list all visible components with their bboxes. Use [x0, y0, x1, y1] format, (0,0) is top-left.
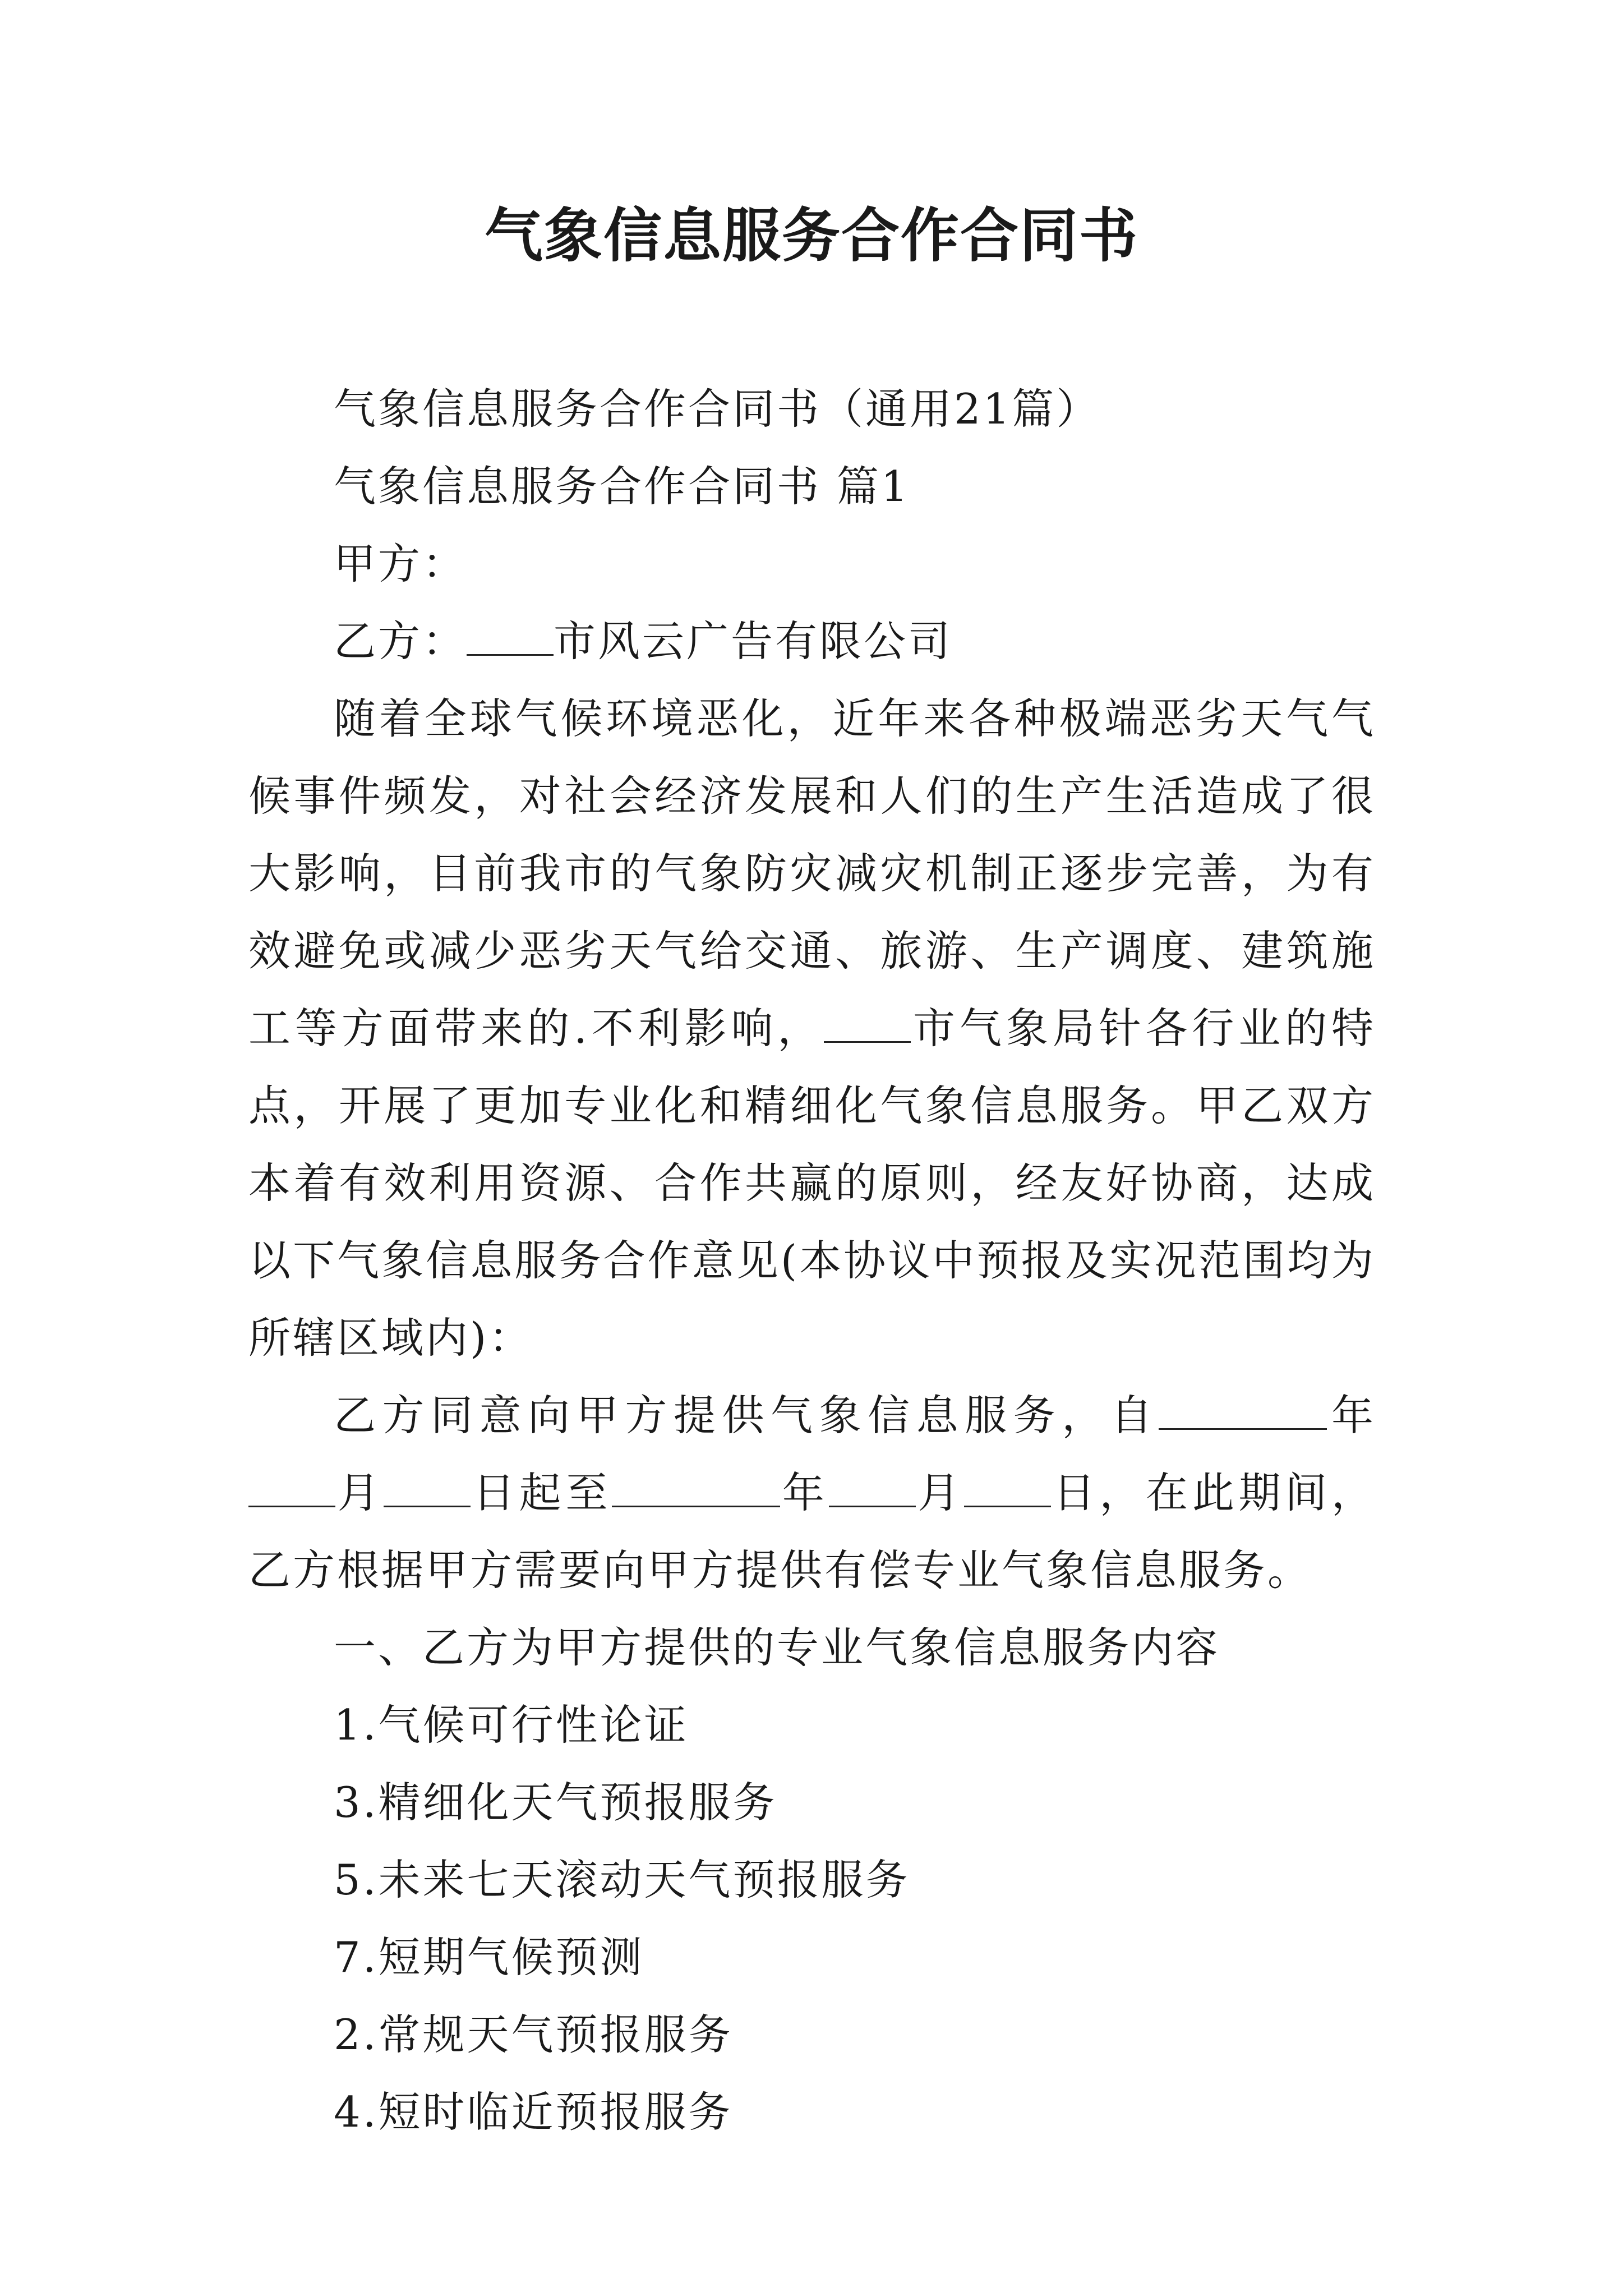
- list-item: 7.短期气候预测: [334, 1932, 644, 1982]
- period-text-year-2: 年: [780, 1468, 829, 1517]
- fill-in-blank: [964, 1468, 1051, 1508]
- list-item: 5.未来七天滚动天气预报服务: [334, 1855, 910, 1904]
- period-text-month-2: 月: [915, 1468, 965, 1517]
- list-item: 3.精细化天气预报服务: [334, 1778, 777, 1827]
- list-item: 2.常规天气预报服务: [334, 2010, 733, 2059]
- party-b-company: 市风云广告有限公司: [554, 616, 953, 666]
- party-b-label: 乙方：: [334, 616, 467, 666]
- fill-in-blank: [1159, 1391, 1327, 1430]
- list-item: 4.短时临近预报服务: [334, 2087, 733, 2137]
- party-a-line: 甲方：: [334, 539, 467, 588]
- collection-heading: 气象信息服务合作合同书（通用21篇）: [334, 384, 1101, 434]
- period-text-day: 日起至: [471, 1468, 612, 1517]
- period-text: 乙方同意向甲方提供气象信息服务，自: [334, 1391, 1159, 1440]
- list-item: 1.气候可行性论证: [334, 1700, 689, 1750]
- period-text-tail: 日，在此期间，乙方根据甲方需要向甲方提供有偿专业气象信息服务。: [248, 1468, 1376, 1595]
- section-heading: 一、乙方为甲方提供的专业气象信息服务内容: [334, 1623, 1220, 1672]
- intro-text-tail: 市气象局针各行业的特点，开展了更加专业化和精细化气象信息服务。甲乙双方本着有效利用资源、合作共赢的原则，经友好协商，达成以下气象信息服务合作意见(本协议中预报及实况范围均为所辖区域内)：: [248, 1004, 1376, 1363]
- document-title: 气象信息服务合作合同书: [484, 201, 1138, 270]
- period-text-year: 年: [1327, 1391, 1376, 1440]
- fill-in-blank: [824, 1004, 911, 1043]
- period-text-month: 月: [335, 1468, 384, 1517]
- fill-in-blank: [467, 616, 554, 656]
- fill-in-blank: [248, 1468, 335, 1508]
- document-body: [248, 370, 1376, 2151]
- intro-text: 随着全球气候环境恶化，近年来各种极端恶劣天气气候事件频发，对社会经济发展和人们的生产生活造成了很大影响，目前我市的气象防灾减灾机制正逐步完善，为有效避免或减少恶劣天气给交通、旅游、生产调度、建筑施工等方面带来的.不利影响，: [248, 694, 1376, 1053]
- party-b-line: [248, 602, 1376, 680]
- intro-paragraph: [248, 680, 1376, 1377]
- service-period-paragraph: [248, 1377, 1376, 1609]
- fill-in-blank: [384, 1468, 471, 1508]
- fill-in-blank: [612, 1468, 780, 1508]
- chapter-heading: 气象信息服务合作合同书 篇1: [334, 462, 910, 511]
- fill-in-blank: [829, 1468, 916, 1508]
